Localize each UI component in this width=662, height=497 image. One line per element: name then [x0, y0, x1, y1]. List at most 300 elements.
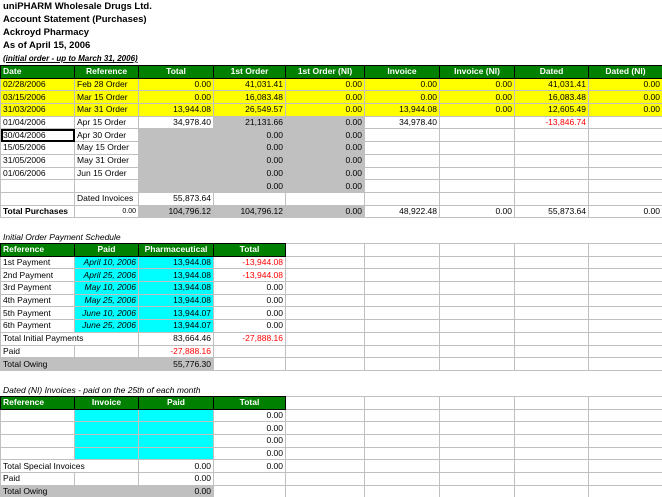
cell[interactable]	[589, 447, 662, 460]
cell[interactable]	[365, 192, 440, 205]
cell[interactable]	[214, 473, 286, 486]
cell[interactable]: Feb 28 Order	[75, 78, 139, 91]
cell[interactable]	[440, 473, 515, 486]
cell[interactable]	[440, 142, 515, 155]
cell[interactable]: 13,944.08	[365, 104, 440, 117]
cell[interactable]	[365, 473, 440, 486]
cell[interactable]: April 10, 2006	[75, 256, 139, 269]
cell[interactable]: 31/03/2006	[1, 104, 75, 117]
payment-schedule-table	[0, 243, 662, 371]
cell[interactable]: 0.00	[214, 180, 286, 193]
cell[interactable]	[286, 282, 365, 295]
paid-row	[1, 345, 662, 358]
cell[interactable]	[589, 332, 662, 345]
cell[interactable]	[286, 447, 365, 460]
cell[interactable]	[440, 358, 515, 371]
cell[interactable]: 0.00	[589, 104, 662, 117]
cell[interactable]	[75, 447, 139, 460]
table-row	[1, 78, 662, 91]
cell[interactable]: 104,796.12	[214, 205, 286, 218]
cell[interactable]	[1, 409, 75, 422]
total-initial-label[interactable]: Total Initial Payments	[1, 332, 139, 345]
cell[interactable]	[139, 154, 214, 167]
cell[interactable]: 13,944.07	[139, 320, 214, 333]
cell[interactable]	[515, 180, 589, 193]
cell[interactable]: 0.00	[589, 78, 662, 91]
payment-schedule-title[interactable]: Initial Order Payment Schedule	[3, 232, 121, 242]
cell[interactable]	[440, 269, 515, 282]
cell[interactable]	[75, 180, 139, 193]
cell[interactable]	[515, 167, 589, 180]
cell[interactable]	[589, 154, 662, 167]
cell[interactable]: 13,944.08	[139, 282, 214, 295]
table-row	[1, 142, 662, 155]
cell[interactable]	[589, 116, 662, 129]
cell[interactable]	[515, 435, 589, 448]
col-total[interactable]: Total	[214, 397, 286, 410]
cell[interactable]: 0.00	[214, 129, 286, 142]
customer-name[interactable]: Ackroyd Pharmacy	[3, 27, 90, 38]
cell[interactable]: 0.00	[286, 78, 365, 91]
cell[interactable]: 0.00	[214, 447, 286, 460]
cell[interactable]: 0.00	[214, 422, 286, 435]
col-dated[interactable]: Dated	[515, 66, 589, 79]
cell[interactable]	[589, 269, 662, 282]
cell[interactable]: 0.00	[440, 78, 515, 91]
cell[interactable]	[286, 345, 365, 358]
cell[interactable]	[440, 180, 515, 193]
cell[interactable]: Jun 15 Order	[75, 167, 139, 180]
col-pharmaceutical[interactable]: Pharmaceutical	[139, 244, 214, 257]
col-dated-ni[interactable]: Dated (NI)	[589, 66, 662, 79]
cell[interactable]	[365, 167, 440, 180]
cell[interactable]: May 31 Order	[75, 154, 139, 167]
as-of-date[interactable]: As of April 15, 2006	[3, 40, 91, 51]
cell[interactable]	[286, 269, 365, 282]
cell[interactable]	[515, 256, 589, 269]
cell[interactable]	[75, 422, 139, 435]
cell[interactable]: 0.00	[139, 78, 214, 91]
cell[interactable]	[365, 129, 440, 142]
cell[interactable]	[589, 167, 662, 180]
cell[interactable]: 0.00	[365, 91, 440, 104]
cell[interactable]	[365, 142, 440, 155]
cell[interactable]	[589, 256, 662, 269]
col-1st-order[interactable]: 1st Order	[214, 66, 286, 79]
cell[interactable]	[440, 256, 515, 269]
cell[interactable]	[365, 435, 440, 448]
cell[interactable]	[75, 345, 139, 358]
col-total[interactable]: Total	[214, 244, 286, 257]
cell[interactable]	[515, 485, 589, 497]
cell[interactable]: 48,922.48	[365, 205, 440, 218]
total-owing-row	[1, 485, 662, 497]
cell[interactable]: 13,944.08	[139, 256, 214, 269]
col-total[interactable]: Total	[139, 66, 214, 79]
col-1st-order-ni[interactable]: 1st Order (NI)	[286, 66, 365, 79]
cell[interactable]	[515, 244, 589, 257]
cell[interactable]: 0.00	[286, 154, 365, 167]
cell[interactable]: 0.00	[286, 180, 365, 193]
cell[interactable]: May 25, 2006	[75, 294, 139, 307]
cell[interactable]: 0.00	[286, 91, 365, 104]
col-paid[interactable]: Paid	[139, 397, 214, 410]
cell[interactable]	[286, 320, 365, 333]
cell[interactable]: 13,944.08	[139, 269, 214, 282]
cell[interactable]	[1, 447, 75, 460]
cell[interactable]	[286, 435, 365, 448]
cell[interactable]: 104,796.12	[139, 205, 214, 218]
payment-row	[1, 294, 662, 307]
paid-value[interactable]: 0.00	[139, 473, 214, 486]
cell[interactable]	[286, 192, 365, 205]
paid-value[interactable]: -27,888.16	[139, 345, 214, 358]
cell[interactable]	[589, 473, 662, 486]
cell[interactable]	[440, 435, 515, 448]
dated-invoices-label[interactable]: Dated Invoices	[75, 192, 139, 205]
cell[interactable]: June 10, 2006	[75, 307, 139, 320]
cell[interactable]	[589, 244, 662, 257]
cell[interactable]	[1, 180, 75, 193]
cell[interactable]: 21,131.66	[214, 116, 286, 129]
cell[interactable]	[365, 358, 440, 371]
cell[interactable]	[589, 409, 662, 422]
cell[interactable]: 5th Payment	[1, 307, 75, 320]
total-purchases-label[interactable]: Total Purchases	[1, 205, 75, 218]
cell[interactable]: 4th Payment	[1, 294, 75, 307]
cell[interactable]: 0.00	[214, 154, 286, 167]
cell[interactable]: 41,031.41	[515, 78, 589, 91]
cell[interactable]: 0.00	[589, 205, 662, 218]
cell[interactable]	[589, 192, 662, 205]
cell[interactable]	[515, 269, 589, 282]
cell[interactable]	[1, 192, 75, 205]
cell[interactable]: 26,549.57	[214, 104, 286, 117]
cell[interactable]	[515, 294, 589, 307]
cell[interactable]	[75, 473, 139, 486]
cell[interactable]	[365, 154, 440, 167]
cell[interactable]: 03/15/2006	[1, 91, 75, 104]
dated-ni-table	[0, 396, 662, 497]
cell[interactable]: 0.00	[286, 205, 365, 218]
payment-row	[1, 320, 662, 333]
cell[interactable]	[589, 460, 662, 473]
cell[interactable]	[365, 409, 440, 422]
cell[interactable]: 01/04/2006	[1, 116, 75, 129]
cell[interactable]: -13,846.74	[515, 116, 589, 129]
cell[interactable]	[286, 460, 365, 473]
cell[interactable]: 0.00	[286, 142, 365, 155]
cell[interactable]	[589, 358, 662, 371]
cell[interactable]: April 25, 2006	[75, 269, 139, 282]
cell[interactable]	[1, 422, 75, 435]
cell[interactable]	[515, 307, 589, 320]
col-date[interactable]: Date	[1, 66, 75, 79]
paid-label[interactable]: Paid	[1, 473, 75, 486]
cell[interactable]	[440, 422, 515, 435]
company-name[interactable]: uniPHARM Wholesale Drugs Ltd.	[3, 1, 152, 12]
paid-label[interactable]: Paid	[1, 345, 75, 358]
cell[interactable]: 15/05/2006	[1, 142, 75, 155]
cell[interactable]	[286, 307, 365, 320]
cell[interactable]: 0.00	[214, 307, 286, 320]
statement-title[interactable]: Account Statement (Purchases)	[3, 14, 147, 25]
cell[interactable]: 0.00	[214, 435, 286, 448]
cell[interactable]	[365, 244, 440, 257]
selected-cell[interactable]: 30/04/2006	[1, 129, 75, 142]
cell[interactable]: 02/28/2006	[1, 78, 75, 91]
cell[interactable]: Apr 30 Order	[75, 129, 139, 142]
cell[interactable]	[440, 307, 515, 320]
cell[interactable]: 41,031.41	[214, 78, 286, 91]
cell[interactable]	[515, 282, 589, 295]
cell[interactable]	[365, 485, 440, 497]
col-invoice-ni[interactable]: Invoice (NI)	[440, 66, 515, 79]
cell[interactable]: 0.00	[214, 282, 286, 295]
total-initial-pharm[interactable]: 83,664.46	[139, 332, 214, 345]
total-owing-row	[1, 358, 662, 371]
cell[interactable]	[440, 129, 515, 142]
dated-invoices-value[interactable]: 55,873.64	[139, 192, 214, 205]
cell[interactable]	[139, 180, 214, 193]
cell[interactable]: 0.00	[286, 129, 365, 142]
cell[interactable]: -13,944.08	[214, 269, 286, 282]
cell[interactable]	[589, 180, 662, 193]
total-initial-total[interactable]: -27,888.16	[214, 332, 286, 345]
cell[interactable]	[589, 397, 662, 410]
total-special-paid[interactable]: 0.00	[139, 460, 214, 473]
cell[interactable]	[214, 485, 286, 497]
cell[interactable]: 13,944.08	[139, 294, 214, 307]
cell[interactable]	[589, 282, 662, 295]
cell[interactable]	[515, 473, 589, 486]
cell[interactable]	[515, 154, 589, 167]
initial-order-note[interactable]: (initial order - up to March 31, 2006)	[3, 54, 138, 63]
cell[interactable]: 31/05/2006	[1, 154, 75, 167]
cell[interactable]	[75, 435, 139, 448]
cell[interactable]	[139, 409, 214, 422]
col-reference[interactable]: Reference	[75, 66, 139, 79]
table-row	[1, 104, 662, 117]
col-invoice[interactable]: Invoice	[365, 66, 440, 79]
table-row	[1, 154, 662, 167]
cell[interactable]	[515, 332, 589, 345]
cell[interactable]	[365, 345, 440, 358]
cell[interactable]	[515, 460, 589, 473]
cell[interactable]	[286, 397, 365, 410]
cell[interactable]	[286, 256, 365, 269]
cell[interactable]: Apr 15 Order	[75, 116, 139, 129]
cell[interactable]	[139, 142, 214, 155]
col-invoice[interactable]: Invoice	[75, 397, 139, 410]
cell[interactable]	[440, 320, 515, 333]
cell[interactable]	[286, 409, 365, 422]
table-row	[1, 129, 662, 142]
cell[interactable]	[365, 269, 440, 282]
cell[interactable]: -13,944.08	[214, 256, 286, 269]
cell[interactable]	[589, 345, 662, 358]
cell[interactable]	[365, 332, 440, 345]
cell[interactable]	[515, 447, 589, 460]
cell[interactable]	[75, 485, 139, 497]
cell[interactable]: 13,944.07	[139, 307, 214, 320]
cell[interactable]	[365, 294, 440, 307]
cell[interactable]: 0.00	[214, 320, 286, 333]
cell[interactable]: 16,083.48	[515, 91, 589, 104]
cell[interactable]	[589, 294, 662, 307]
payment-header-row	[1, 244, 662, 257]
cell[interactable]: 1st Payment	[1, 256, 75, 269]
total-special-label[interactable]: Total Special Invoices	[1, 460, 139, 473]
cell[interactable]	[440, 409, 515, 422]
cell[interactable]: 0.00	[75, 205, 139, 218]
cell[interactable]	[440, 397, 515, 410]
cell[interactable]: 0.00	[139, 91, 214, 104]
cell[interactable]	[365, 307, 440, 320]
cell[interactable]	[365, 460, 440, 473]
cell[interactable]: 6th Payment	[1, 320, 75, 333]
cell[interactable]: 0.00	[440, 91, 515, 104]
cell[interactable]	[286, 422, 365, 435]
dated-ni-row	[1, 409, 662, 422]
cell[interactable]: 0.00	[365, 78, 440, 91]
cell[interactable]	[75, 409, 139, 422]
cell[interactable]	[440, 345, 515, 358]
cell[interactable]: 16,083.48	[214, 91, 286, 104]
cell[interactable]: 34,978.40	[139, 116, 214, 129]
cell[interactable]: 3rd Payment	[1, 282, 75, 295]
cell[interactable]	[286, 244, 365, 257]
cell[interactable]	[75, 358, 139, 371]
cell[interactable]	[515, 397, 589, 410]
cell[interactable]	[365, 447, 440, 460]
cell[interactable]: 34,978.40	[365, 116, 440, 129]
cell[interactable]	[440, 282, 515, 295]
paid-row	[1, 473, 662, 486]
cell[interactable]	[139, 422, 214, 435]
total-owing-label[interactable]: Total Owing	[1, 358, 75, 371]
cell[interactable]	[286, 358, 365, 371]
cell[interactable]	[515, 142, 589, 155]
cell[interactable]: Mar 15 Order	[75, 91, 139, 104]
total-owing-value[interactable]: 0.00	[139, 485, 214, 497]
cell[interactable]	[515, 345, 589, 358]
cell[interactable]	[440, 332, 515, 345]
cell[interactable]	[440, 154, 515, 167]
dated-invoices-row	[1, 192, 662, 205]
cell[interactable]: 0.00	[214, 409, 286, 422]
cell[interactable]	[139, 167, 214, 180]
cell[interactable]: 0.00	[286, 167, 365, 180]
cell[interactable]	[286, 473, 365, 486]
cell[interactable]	[214, 192, 286, 205]
cell[interactable]	[440, 116, 515, 129]
cell[interactable]	[589, 307, 662, 320]
cell[interactable]	[515, 422, 589, 435]
total-owing-value[interactable]: 55,776.30	[139, 358, 214, 371]
cell[interactable]: Mar 31 Order	[75, 104, 139, 117]
cell[interactable]	[589, 129, 662, 142]
cell[interactable]: 0.00	[214, 142, 286, 155]
cell[interactable]	[365, 397, 440, 410]
cell[interactable]	[589, 320, 662, 333]
col-reference[interactable]: Reference	[1, 397, 75, 410]
cell[interactable]: May 15 Order	[75, 142, 139, 155]
cell[interactable]	[589, 435, 662, 448]
cell[interactable]: 0.00	[589, 91, 662, 104]
cell[interactable]	[589, 142, 662, 155]
cell[interactable]	[515, 409, 589, 422]
cell[interactable]: 12,605.49	[515, 104, 589, 117]
cell[interactable]	[214, 358, 286, 371]
cell[interactable]	[440, 485, 515, 497]
col-paid[interactable]: Paid	[75, 244, 139, 257]
cell[interactable]: 0.00	[440, 205, 515, 218]
cell[interactable]	[286, 294, 365, 307]
cell[interactable]: 0.00	[214, 167, 286, 180]
payment-row	[1, 256, 662, 269]
table-row	[1, 167, 662, 180]
cell[interactable]	[440, 167, 515, 180]
cell[interactable]	[515, 358, 589, 371]
cell[interactable]	[139, 435, 214, 448]
cell[interactable]	[440, 460, 515, 473]
cell[interactable]	[365, 422, 440, 435]
cell[interactable]: 0.00	[286, 104, 365, 117]
cell[interactable]	[365, 180, 440, 193]
cell[interactable]	[589, 485, 662, 497]
cell[interactable]	[139, 447, 214, 460]
cell[interactable]: 13,944.08	[139, 104, 214, 117]
cell[interactable]: 0.00	[214, 294, 286, 307]
dated-ni-row	[1, 447, 662, 460]
cell[interactable]	[286, 332, 365, 345]
payment-row	[1, 282, 662, 295]
dated-ni-title[interactable]: Dated (NI) Invoices - paid on the 25th of each month	[3, 385, 201, 395]
cell[interactable]	[440, 192, 515, 205]
cell[interactable]: May 10, 2006	[75, 282, 139, 295]
cell[interactable]: 0.00	[286, 116, 365, 129]
cell[interactable]	[1, 435, 75, 448]
cell[interactable]	[440, 294, 515, 307]
table-row	[1, 91, 662, 104]
cell[interactable]: 2nd Payment	[1, 269, 75, 282]
cell[interactable]	[589, 422, 662, 435]
cell[interactable]	[440, 244, 515, 257]
cell[interactable]	[365, 282, 440, 295]
total-purchases-row	[1, 205, 662, 218]
cell[interactable]	[365, 320, 440, 333]
cell[interactable]	[515, 192, 589, 205]
cell[interactable]	[515, 320, 589, 333]
cell[interactable]	[515, 129, 589, 142]
cell[interactable]: 0.00	[440, 104, 515, 117]
cell[interactable]: 55,873.64	[515, 205, 589, 218]
cell[interactable]	[214, 345, 286, 358]
cell[interactable]	[440, 447, 515, 460]
cell[interactable]	[286, 485, 365, 497]
cell[interactable]	[365, 256, 440, 269]
col-reference[interactable]: Reference	[1, 244, 75, 257]
cell[interactable]	[139, 129, 214, 142]
total-special-total[interactable]: 0.00	[214, 460, 286, 473]
cell[interactable]: 01/06/2006	[1, 167, 75, 180]
dated-ni-header-row	[1, 397, 662, 410]
purchases-table	[0, 65, 662, 218]
cell[interactable]: June 25, 2006	[75, 320, 139, 333]
total-owing-label[interactable]: Total Owing	[1, 485, 75, 497]
dated-ni-row	[1, 435, 662, 448]
